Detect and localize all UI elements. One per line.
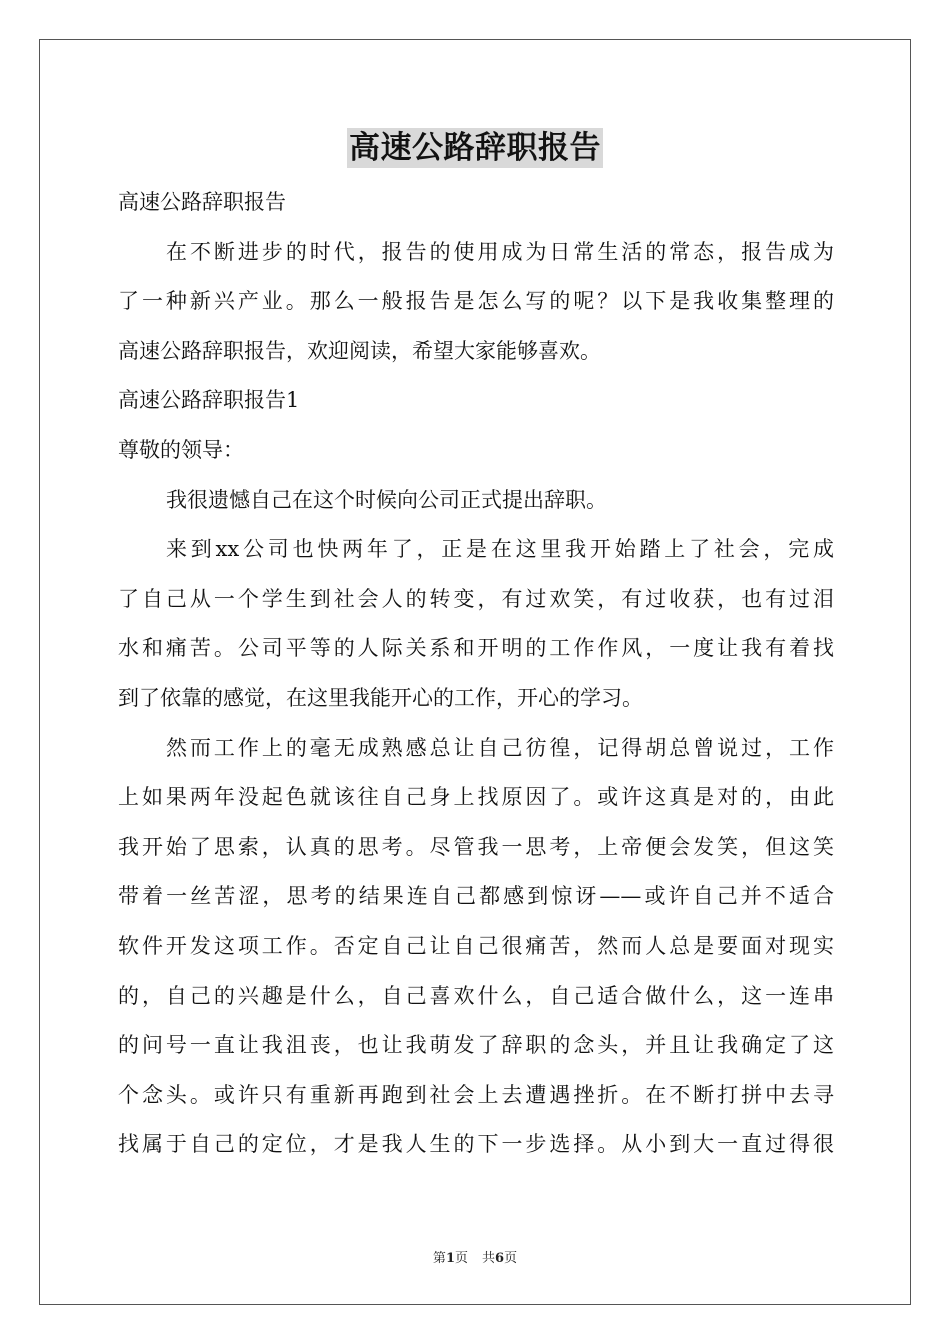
- text-line: 的问号一直让我沮丧，也让我萌发了辞职的念头，并且让我确定了这: [118, 1033, 834, 1058]
- total-suffix: 页: [504, 1251, 518, 1266]
- page-current: 1: [445, 1251, 455, 1266]
- text-line: 了自己从一个学生到社会人的转变，有过欢笑，有过收获，也有过泪: [118, 586, 834, 611]
- text-line: 水和痛苦。公司平等的人际关系和开明的工作作风，一度让我有着找: [118, 636, 834, 661]
- text-line: 的，自己的兴趣是什么，自己喜欢什么，自己适合做什么，这一连串: [118, 983, 834, 1008]
- text-line: 到了依靠的感觉，在这里我能开心的工作，开心的学习。: [118, 685, 643, 710]
- text-line: 找属于自己的定位，才是我人生的下一步选择。从小到大一直过得很: [118, 1132, 834, 1157]
- text-line: 软件开发这项工作。否定自己让自己很痛苦，然而人总是要面对现实: [118, 933, 834, 958]
- text-line: 来到xx公司也快两年了，正是在这里我开始踏上了社会，完成: [166, 537, 834, 562]
- page-prefix: 第: [432, 1251, 446, 1266]
- page-footer: [0, 1247, 950, 1266]
- text-line: 上如果两年没起色就该往自己身上找原因了。或许这真是对的，由此: [118, 785, 834, 810]
- text-line: 带着一丝苦涩，思考的结果连自己都感到惊讶——或许自己并不适合: [118, 884, 834, 909]
- document-title: 高速公路辞职报告: [349, 130, 601, 166]
- text-line: 个念头。或许只有重新再跑到社会上去遭遇挫折。在不断打拼中去寻: [118, 1082, 834, 1107]
- document-body: [118, 178, 834, 1170]
- title-container: [0, 128, 950, 168]
- page-total: 6: [495, 1251, 505, 1266]
- page-suffix: 页: [454, 1251, 468, 1266]
- text-line: 高速公路辞职报告，欢迎阅读，希望大家能够喜欢。: [118, 338, 601, 363]
- text-line: 在不断进步的时代，报告的使用成为日常生活的常态，报告成为: [166, 239, 834, 264]
- text-line: 尊敬的领导：: [118, 437, 244, 462]
- text-line: 高速公路辞职报告: [118, 190, 286, 214]
- text-line: 了一种新兴产业。那么一般报告是怎么写的呢？以下是我收集整理的: [118, 289, 834, 314]
- text-line: 然而工作上的毫无成熟感总让自己彷徨，记得胡总曾说过，工作: [166, 735, 834, 760]
- text-line: 我很遗憾自己在这个时候向公司正式提出辞职。: [166, 487, 607, 512]
- total-prefix: 共: [482, 1251, 496, 1266]
- text-line: 高速公路辞职报告1: [118, 388, 300, 413]
- text-line: 我开始了思索，认真的思考。尽管我一思考，上帝便会发笑，但这笑: [118, 834, 834, 859]
